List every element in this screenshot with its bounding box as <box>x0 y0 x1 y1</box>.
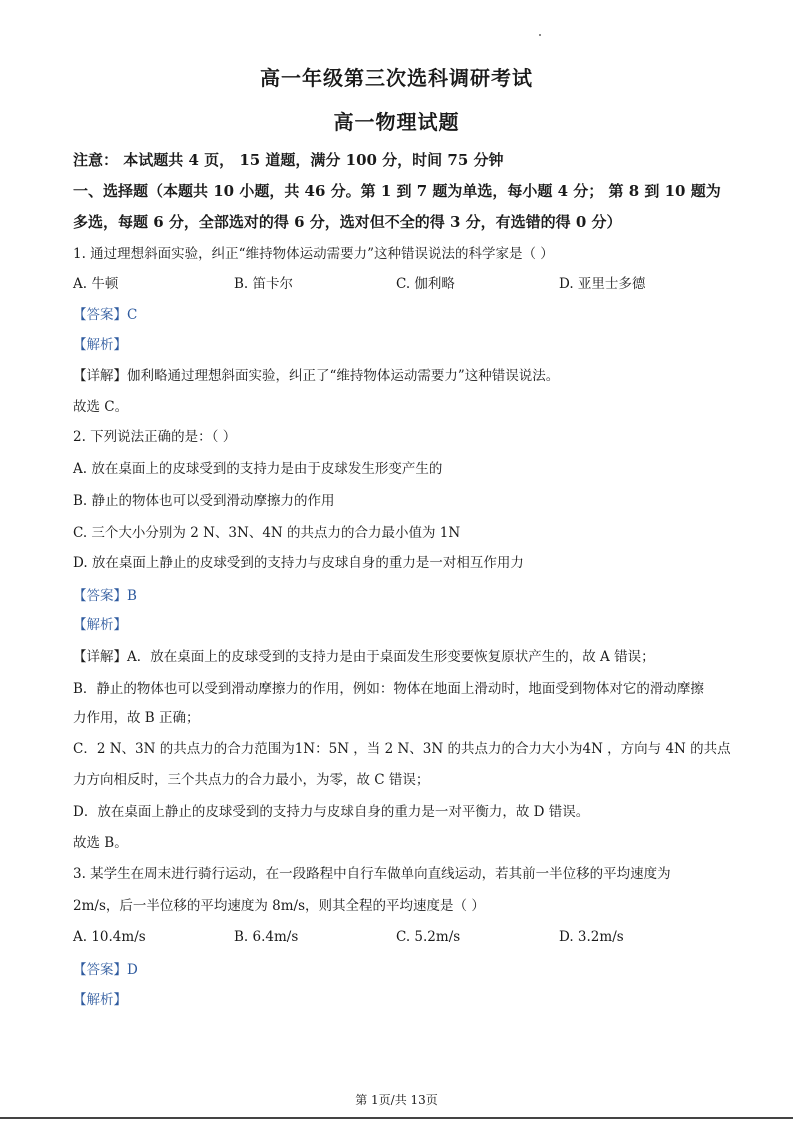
page-number: 第 1页/共 13页 <box>355 1093 438 1107</box>
q2-detail-a: 【详解】A．放在桌面上的皮球受到的支持力是由于桌面发生形变要恢复原状产生的，故 A 错误； <box>73 649 655 665</box>
q2-detail-d: D．放在桌面上静止的皮球受到的支持力与皮球自身的重力是一对平衡力，故 D 错误。 <box>73 804 590 820</box>
notice: 注意： 本试题共 4 页， 15 道题，满分 100 分，时间 75 分钟 <box>73 151 504 169</box>
section-heading-line1: 一、选择题（本题共 10 小题，共 46 分。第 1 到 7 题为单选，每小题 4 分； 第 8 到 10 题为 <box>73 182 721 200</box>
q2-option-d: D. 放在桌面上静止的皮球受到的支持力与皮球自身的重力是一对相互作用力 <box>73 555 524 571</box>
q3-option-d: D. 3.2m/s <box>559 929 624 945</box>
q1-stem: 1. 通过理想斜面实验，纠正“维持物体运动需要力”这种错误说法的科学家是（ ） <box>73 246 554 262</box>
q1-detail: 【详解】伽利略通过理想斜面实验，纠正了“维持物体运动需要力”这种错误说法。 <box>73 368 560 384</box>
q3-stem-line1: 3. 某学生在周末进行骑行运动，在一段路程中自行车做单向直线运动，若其前一半位移的平均速度为 <box>73 866 671 882</box>
q3-stem-line2: 2m/s，后一半位移的平均速度为 8m/s，则其全程的平均速度是（ ） <box>73 898 485 914</box>
q3-option-a: A. 10.4m/s <box>73 929 146 945</box>
q3-answer: 【答案】D <box>73 962 138 978</box>
q2-option-b: B. 静止的物体也可以受到滑动摩擦力的作用 <box>73 493 335 509</box>
q1-option-a: A. 牛顿 <box>73 276 119 292</box>
footer-divider <box>0 1117 793 1119</box>
q2-detail-c-line1: C．2 N、3N 的共点力的合力范围为1N：5N ，当 2 N、3N 的共点力的合力大小为4N ，方向与 4N 的共点 <box>73 741 731 757</box>
q1-analysis-label: 【解析】 <box>73 337 127 353</box>
q3-analysis-label: 【解析】 <box>73 992 127 1008</box>
q2-detail-c-line2: 力方向相反时，三个共点力的合力最小，为零，故 C 错误； <box>73 772 430 788</box>
q2-option-a: A. 放在桌面上的皮球受到的支持力是由于皮球发生形变产生的 <box>73 461 443 477</box>
q3-option-b: B. 6.4m/s <box>234 929 299 945</box>
q2-answer: 【答案】B <box>73 588 137 604</box>
q2-option-c: C. 三个大小分别为 2 N、3N、4N 的共点力的合力最小值为 1N <box>73 525 461 541</box>
q1-option-c: C. 伽利略 <box>396 276 455 292</box>
q2-analysis-label: 【解析】 <box>73 617 127 633</box>
scan-dot <box>539 34 541 36</box>
q2-conclusion: 故选 B。 <box>73 835 128 851</box>
q2-stem: 2. 下列说法正确的是：（ ） <box>73 429 237 445</box>
q1-answer: 【答案】C <box>73 307 138 323</box>
q3-option-c: C. 5.2m/s <box>396 929 461 945</box>
exam-subtitle: 高一物理试题 <box>333 110 460 134</box>
section-heading-line2: 多选，每题 6 分，全部选对的得 6 分，选对但不全的得 3 分，有选错的得 0 分） <box>73 213 622 231</box>
q1-option-b: B. 笛卡尔 <box>234 276 294 292</box>
exam-title: 高一年级第三次选科调研考试 <box>260 66 533 90</box>
q2-detail-b-line2: 力作用，故 B 正确； <box>73 710 200 726</box>
q2-detail-b-line1: B．静止的物体也可以受到滑动摩擦力的作用，例如：物体在地面上滑动时，地面受到物体对它的滑动摩擦 <box>73 681 704 697</box>
q1-conclusion: 故选 C。 <box>73 399 129 415</box>
q1-option-d: D. 亚里士多德 <box>559 276 646 292</box>
